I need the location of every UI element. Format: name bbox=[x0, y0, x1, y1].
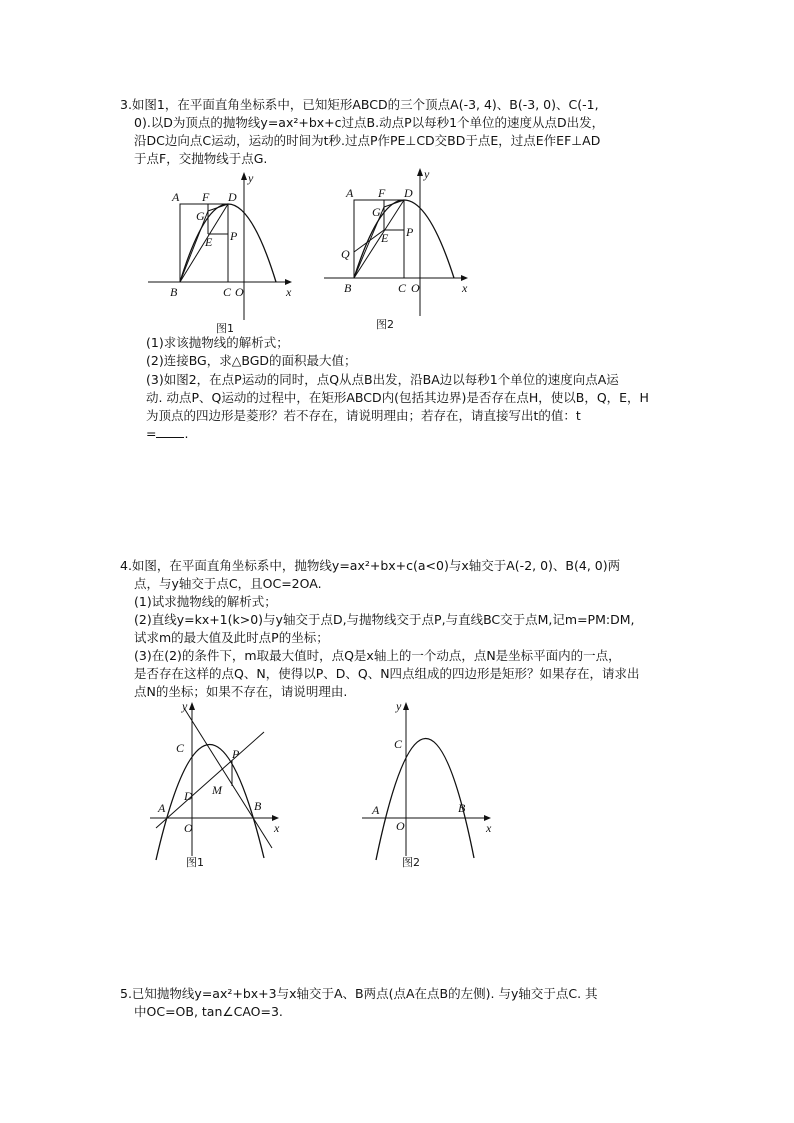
label-c: C bbox=[394, 737, 403, 751]
answer-blank[interactable] bbox=[156, 425, 184, 438]
label-y: y bbox=[424, 167, 430, 181]
label-f: F bbox=[202, 190, 210, 204]
label-a: A bbox=[158, 801, 166, 815]
label-o: O bbox=[411, 281, 420, 295]
label-d: D bbox=[184, 789, 193, 803]
label-b: B bbox=[254, 799, 262, 813]
y-axis-arrow bbox=[403, 702, 409, 710]
q3-line-1: 3.如图1，在平面直角坐标系中，已知矩形ABCD的三个顶点A(-3, 4)、B(-3, 0)、C(-1, bbox=[120, 97, 599, 112]
label-y: y bbox=[182, 699, 188, 713]
segment-gd bbox=[208, 204, 228, 211]
label-b: B bbox=[170, 285, 178, 299]
label-b: B bbox=[344, 281, 352, 295]
figure-caption: 图1 bbox=[186, 856, 204, 869]
label-c: C bbox=[176, 741, 185, 755]
y-axis-arrow bbox=[241, 172, 247, 180]
label-a: A bbox=[172, 190, 180, 204]
label-g: G bbox=[372, 205, 381, 219]
q5-line-1: 5.已知抛物线y=ax²+bx+3与x轴交于A、B两点(点A在点B的左侧). 与y轴交于点C. 其 bbox=[120, 986, 598, 1001]
q4-part-3-line-2: 是否存在这样的点Q、N，使得以P、D、Q、N四点组成的四边形是矩形？如果存在，请求出 bbox=[134, 666, 640, 681]
q5-line-2: 中OC=OB, tan∠CAO=3. bbox=[134, 1004, 283, 1019]
q4-part-1: (1)试求抛物线的解析式； bbox=[134, 594, 277, 609]
segment-qe bbox=[354, 230, 384, 252]
label-o: O bbox=[396, 819, 405, 833]
parabola bbox=[376, 738, 474, 860]
q3-part-3-line-1: (3)如图2，在点P运动的同时，点Q从点B出发，沿BA边以每秒1个单位的速度向点A运 bbox=[146, 372, 619, 387]
q3-line-2: 0).以D为顶点的抛物线y=ax²+bx+c过点B.动点P以每秒1个单位的速度从点D出发， bbox=[134, 115, 605, 130]
q3-figure-2 bbox=[316, 166, 476, 332]
label-f: F bbox=[378, 186, 386, 200]
q3-part-1: (1)求该抛物线的解析式； bbox=[146, 335, 289, 350]
answer-prefix: = bbox=[146, 426, 157, 441]
answer-suffix: . bbox=[184, 426, 189, 441]
label-a: A bbox=[372, 803, 380, 817]
label-d: D bbox=[228, 190, 237, 204]
label-o: O bbox=[184, 821, 193, 835]
q4-part-2-line-1: (2)直线y=kx+1(k>0)与y轴交于点D,与抛物线交于点P,与直线BC交于点M,记m=PM:DM, bbox=[134, 612, 635, 627]
q4-part-3-line-3: 点N的坐标；如果不存在，请说明理由. bbox=[134, 684, 348, 699]
q4-line-1: 4.如图，在平面直角坐标系中，抛物线y=ax²+bx+c(a<0)与x轴交于A(-2, 0)、B(4, 0)两 bbox=[120, 558, 621, 573]
q3-figure-1 bbox=[140, 170, 300, 336]
y-axis-arrow bbox=[189, 702, 195, 710]
label-p: P bbox=[230, 229, 238, 243]
label-x: x bbox=[286, 285, 292, 299]
figure-caption: 图2 bbox=[402, 856, 420, 869]
label-x: x bbox=[462, 281, 468, 295]
y-axis-arrow bbox=[417, 168, 423, 176]
q3-part-2: (2)连接BG，求△BGD的面积最大值； bbox=[146, 353, 357, 368]
label-y: y bbox=[248, 171, 254, 185]
q3-part-3-line-2: 动. 动点P、Q运动的过程中，在矩形ABCD内(包括其边界)是否存在点H，使以B，Q，E，H bbox=[146, 390, 649, 405]
label-x: x bbox=[486, 821, 492, 835]
q4-figure-2 bbox=[358, 698, 498, 870]
label-c: C bbox=[223, 285, 232, 299]
q4-figure-1 bbox=[146, 698, 286, 870]
parabola bbox=[156, 744, 264, 860]
line-bc bbox=[184, 708, 272, 848]
q3-answer-line bbox=[146, 425, 188, 443]
q3-part-3-line-3: 为顶点的四边形是菱形？若不存在，请说明理由；若存在，请直接写出t的值：t bbox=[146, 408, 581, 423]
q4-line-2: 点，与y轴交于点C，且OC=2OA. bbox=[134, 576, 322, 591]
label-b: B bbox=[458, 801, 466, 815]
label-m: M bbox=[212, 783, 222, 797]
label-p: P bbox=[406, 225, 414, 239]
label-o: O bbox=[235, 285, 244, 299]
q4-part-3-line-1: (3)在(2)的条件下，m取最大值时，点Q是x轴上的一个动点，点N是坐标平面内的一点， bbox=[134, 648, 621, 663]
label-a: A bbox=[346, 186, 354, 200]
label-e: E bbox=[205, 235, 213, 249]
q3-line-3: 沿DC边向点C运动，运动的时间为t秒.过点P作PE⊥CD交BD于点E，过点E作EF⊥AD bbox=[134, 133, 601, 148]
line-dp bbox=[156, 732, 264, 828]
figure-caption: 图1 bbox=[216, 322, 234, 335]
q4-part-2-line-2: 试求m的最大值及此时点P的坐标； bbox=[134, 630, 329, 645]
label-g: G bbox=[196, 209, 205, 223]
label-d: D bbox=[404, 186, 413, 200]
label-y: y bbox=[396, 699, 402, 713]
label-p: P bbox=[232, 747, 240, 761]
figure-caption: 图2 bbox=[376, 318, 394, 331]
label-e: E bbox=[381, 231, 389, 245]
segment-gd bbox=[384, 200, 404, 207]
label-c: C bbox=[398, 281, 407, 295]
label-q: Q bbox=[341, 247, 350, 261]
q3-line-4: 于点F，交抛物线于点G. bbox=[134, 151, 268, 166]
label-x: x bbox=[274, 821, 280, 835]
